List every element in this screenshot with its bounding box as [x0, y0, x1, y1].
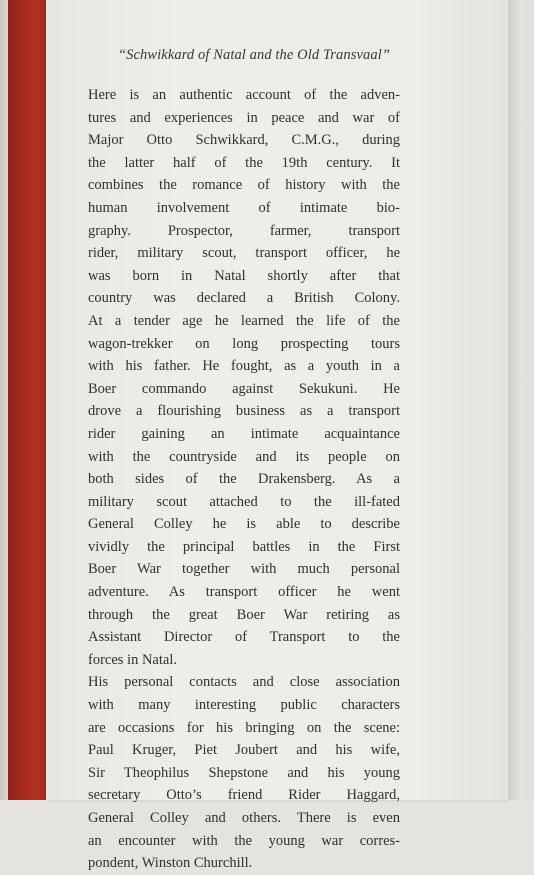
blurb-line: adventure. As transport officer he went [88, 584, 400, 601]
blurb-line: Assistant Director of Transport to the [88, 629, 400, 646]
blurb-line: Major Otto Schwikkard, C.M.G., during [88, 132, 400, 149]
blurb-line: Sir Theophilus Shepstone and his young [88, 764, 400, 781]
blurb-line: graphy. Prospector, farmer, transport [88, 222, 400, 239]
blurb-line: Paul Kruger, Piet Joubert and his wife, [88, 742, 400, 759]
blurb-line: through the great Boer War retiring as [88, 606, 400, 623]
blurb-line: are occasions for his bringing on the scene: [88, 719, 400, 736]
blurb-line: the latter half of the 19th century. It [88, 154, 400, 171]
blurb-line: rider, military scout, transport officer, he [88, 245, 400, 262]
blurb-line: General Colley he is able to describe [88, 516, 400, 533]
blurb-line: Here is an authentic account of the adven- [88, 87, 400, 103]
blurb-line: At a tender age he learned the life of the [88, 312, 400, 329]
blurb-line: country was declared a British Colony. [88, 290, 400, 307]
flap-right-edge [508, 0, 534, 800]
blurb-line: combines the romance of history with the [88, 177, 400, 194]
blurb-line: both sides of the Drakensberg. As a [88, 471, 400, 488]
red-spine-band [8, 0, 46, 800]
blurb-line: drove a flourishing business as a transport [88, 403, 400, 420]
blurb-line: human involvement of intimate bio- [88, 199, 400, 216]
blurb-line: vividly the principal battles in the First [88, 538, 400, 555]
blurb-line: General Colley and others. There is even [88, 810, 400, 826]
blurb-line: with the countryside and its people on [88, 448, 400, 465]
blurb-line: Boer commando against Sekukuni. He [88, 380, 400, 397]
blurb-line: tures and experiences in peace and war of [88, 109, 400, 126]
blurb-line: military scout attached to the ill-fated [88, 493, 400, 510]
blurb-line: wagon-trekker on long prospecting tours [88, 335, 400, 352]
blurb-line: pondent, Winston Churchill. [88, 855, 253, 872]
blurb-line: with his father. He fought, as a youth in a [88, 358, 400, 375]
blurb-line: secretary Otto’s friend Rider Haggard, [88, 787, 400, 804]
blurb-text [88, 84, 400, 875]
blurb-line: rider gaining an intimate acquaintance [88, 425, 400, 442]
spine-edge [0, 0, 8, 800]
blurb-line: Boer War together with much personal [88, 561, 400, 578]
blurb-line: His personal contacts and close association [88, 674, 400, 691]
blurb-line: with many interesting public characters [88, 697, 400, 714]
book-title-heading: “Schwikkard of Natal and the Old Transvaal” [118, 47, 391, 63]
blurb-line: was born in Natal shortly after that [88, 267, 400, 284]
blurb-line: forces in Natal. [88, 651, 177, 668]
blurb-line: an encounter with the young war corres- [88, 832, 400, 849]
